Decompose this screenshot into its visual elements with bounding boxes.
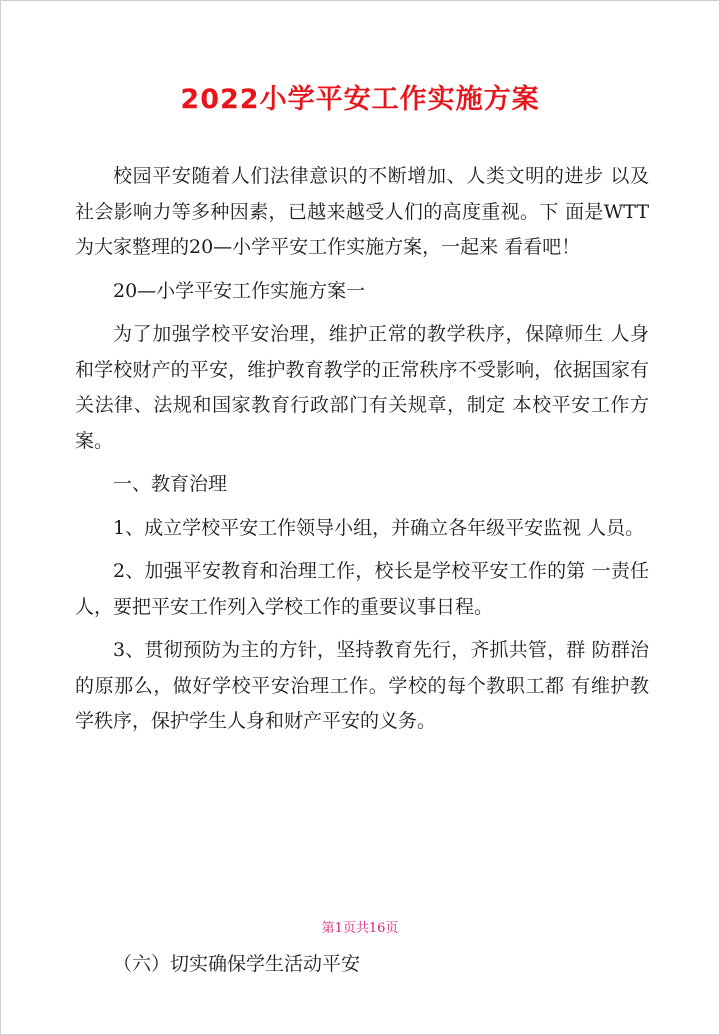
document-title: 2022小学平安工作实施方案 — [180, 84, 540, 115]
paragraph-item-3: 3、贯彻预防为主的方针，坚持教育先行，齐抓共管，群 防群治的原那么，做好学校平安治理工作。学校的每个教职工都 有维护教学秩序，保护学生人身和财产平安的义务。 — [75, 639, 649, 732]
section-heading-education: 一、教育治理 — [113, 473, 228, 495]
document-body — [75, 159, 649, 748]
paragraph-purpose: 为了加强学校平安治理，维护正常的教学秩序，保障师生 人身和学校财产的平安，维护教育教学的正常秩序不受影响，依据国家有关法律、法规和国家教育行政部门有关规章，制定 本校平安工作方案。 — [75, 323, 649, 452]
paragraph-item-1: 1、成立学校平安工作领导小组，并确立各年级平安监视 人员。 — [113, 516, 645, 539]
next-page-heading: （六）切实确保学生活动平安 — [113, 953, 361, 975]
section-heading-plan-one: 20—小学平安工作实施方案一 — [113, 279, 366, 302]
paragraph-intro: 校园平安随着人们法律意识的不断增加、人类文明的进步 以及社会影响力等多种因素，已越来越受人们的高度重视。下 面是WTT为大家整理的20—小学平安工作实施方案，一起来 看看吧！ — [75, 165, 649, 258]
page-number-footer: 第1页共16页 — [321, 921, 399, 936]
paragraph-item-2: 2、加强平安教育和治理工作，校长是学校平安工作的第 一责任人，要把平安工作列入学校工作的重要议事日程。 — [75, 560, 649, 618]
